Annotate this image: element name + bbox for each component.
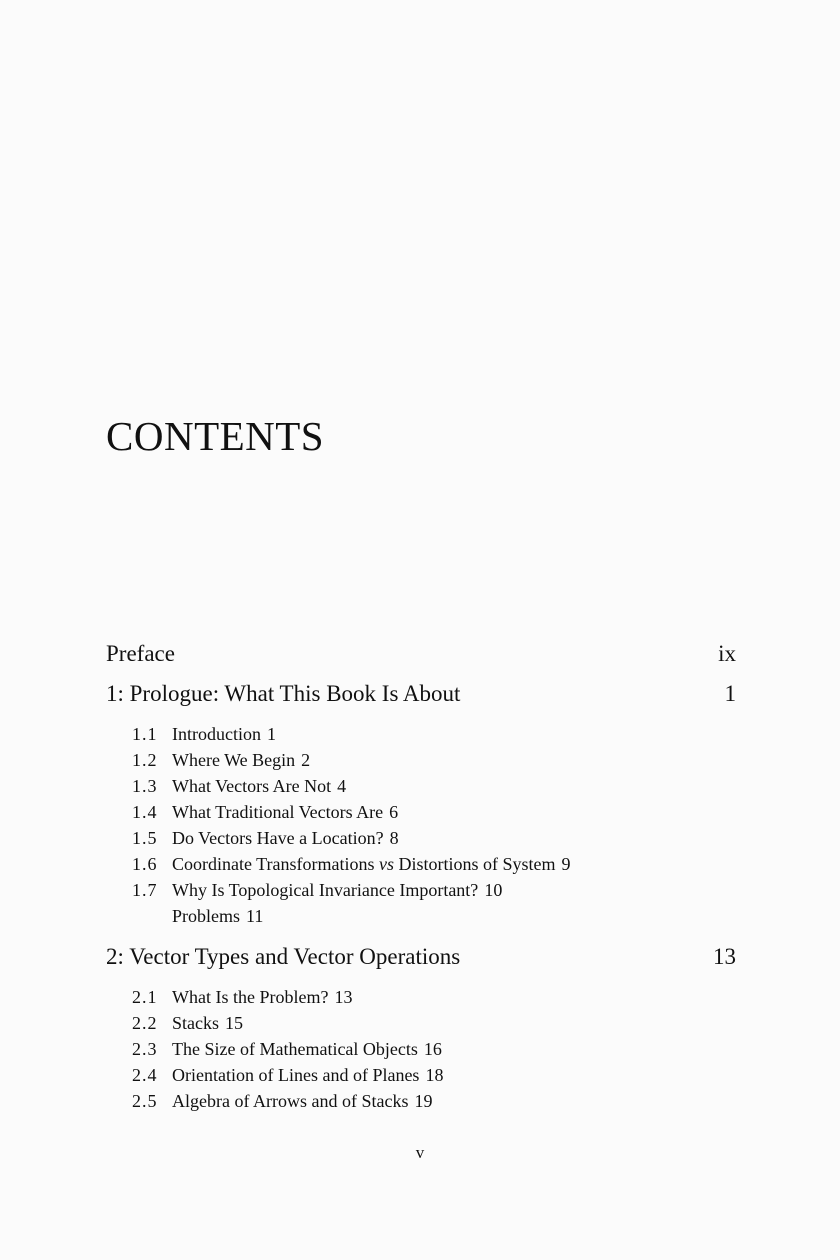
toc-section-problems[interactable] bbox=[172, 907, 263, 925]
entry-title: Preface bbox=[106, 641, 175, 666]
section-number: 1.7 bbox=[132, 880, 158, 900]
toc-section[interactable] bbox=[132, 1040, 442, 1058]
section-title: What Traditional Vectors Are bbox=[172, 802, 384, 822]
section-title: Introduction bbox=[172, 724, 261, 744]
section-page: 15 bbox=[225, 1013, 243, 1033]
chapter-title: 2: Vector Types and Vector Operations bbox=[106, 944, 461, 969]
section-page: 13 bbox=[334, 987, 353, 1007]
toc-section[interactable] bbox=[132, 988, 352, 1006]
section-number: 1.6 bbox=[132, 854, 158, 874]
toc-section[interactable] bbox=[132, 1066, 443, 1084]
toc-entry-preface[interactable] bbox=[106, 642, 736, 665]
section-number: 1.5 bbox=[132, 828, 158, 848]
section-title: Stacks bbox=[172, 1013, 219, 1033]
toc-chapter-1[interactable] bbox=[106, 682, 736, 705]
section-number: 1.4 bbox=[132, 802, 158, 822]
toc-section[interactable] bbox=[132, 881, 502, 899]
section-title: Why Is Topological Invariance Important? bbox=[172, 880, 479, 900]
chapter-page: 1 bbox=[724, 681, 736, 706]
entry-page: ix bbox=[718, 641, 736, 666]
toc-chapter-2[interactable] bbox=[106, 945, 736, 968]
section-number: 2.3 bbox=[132, 1039, 158, 1059]
section-title: Algebra of Arrows and of Stacks bbox=[172, 1091, 409, 1111]
section-page: 8 bbox=[389, 828, 399, 848]
section-page: 16 bbox=[423, 1039, 442, 1059]
section-page: 9 bbox=[561, 854, 571, 874]
section-page: 19 bbox=[414, 1091, 433, 1111]
toc-section[interactable] bbox=[132, 777, 346, 795]
section-number: 2.4 bbox=[132, 1065, 158, 1085]
section-number: 2.5 bbox=[132, 1091, 158, 1111]
section-title: What Vectors Are Not bbox=[172, 776, 332, 796]
section-title: What Is the Problem? bbox=[172, 987, 329, 1007]
section-page: 1 bbox=[266, 724, 276, 744]
section-title: The Size of Mathematical Objects bbox=[172, 1039, 418, 1059]
section-title: Coordinate Transformations bbox=[172, 854, 375, 874]
section-page: 10 bbox=[484, 880, 503, 900]
toc-section[interactable] bbox=[132, 1014, 243, 1032]
section-title: Problems bbox=[172, 906, 241, 926]
section-page: 2 bbox=[301, 750, 311, 770]
section-number: 1.2 bbox=[132, 750, 158, 770]
toc-section[interactable] bbox=[132, 751, 310, 769]
section-page: 11 bbox=[246, 906, 264, 926]
page-title: CONTENTS bbox=[106, 413, 325, 459]
chapter-title: 1: Prologue: What This Book Is About bbox=[106, 681, 461, 706]
section-page: 6 bbox=[389, 802, 399, 822]
section-page: 4 bbox=[337, 776, 347, 796]
section-title-italic: vs bbox=[379, 854, 394, 874]
page-number: v bbox=[415, 1143, 425, 1162]
section-page: 18 bbox=[425, 1065, 444, 1085]
toc-section[interactable] bbox=[132, 1092, 432, 1110]
section-number: 1.3 bbox=[132, 776, 158, 796]
toc-section[interactable] bbox=[132, 855, 571, 873]
toc-section[interactable] bbox=[132, 829, 399, 847]
section-number: 1.1 bbox=[132, 724, 158, 744]
chapter-page: 13 bbox=[713, 944, 736, 969]
section-title: Orientation of Lines and of Planes bbox=[172, 1065, 420, 1085]
section-title: Do Vectors Have a Location? bbox=[172, 828, 384, 848]
toc-section[interactable] bbox=[132, 803, 398, 821]
section-title: Where We Begin bbox=[172, 750, 296, 770]
toc-section[interactable] bbox=[132, 725, 276, 743]
section-title: Distortions of System bbox=[398, 854, 556, 874]
section-number: 2.1 bbox=[132, 987, 158, 1007]
section-number: 2.2 bbox=[132, 1013, 158, 1033]
